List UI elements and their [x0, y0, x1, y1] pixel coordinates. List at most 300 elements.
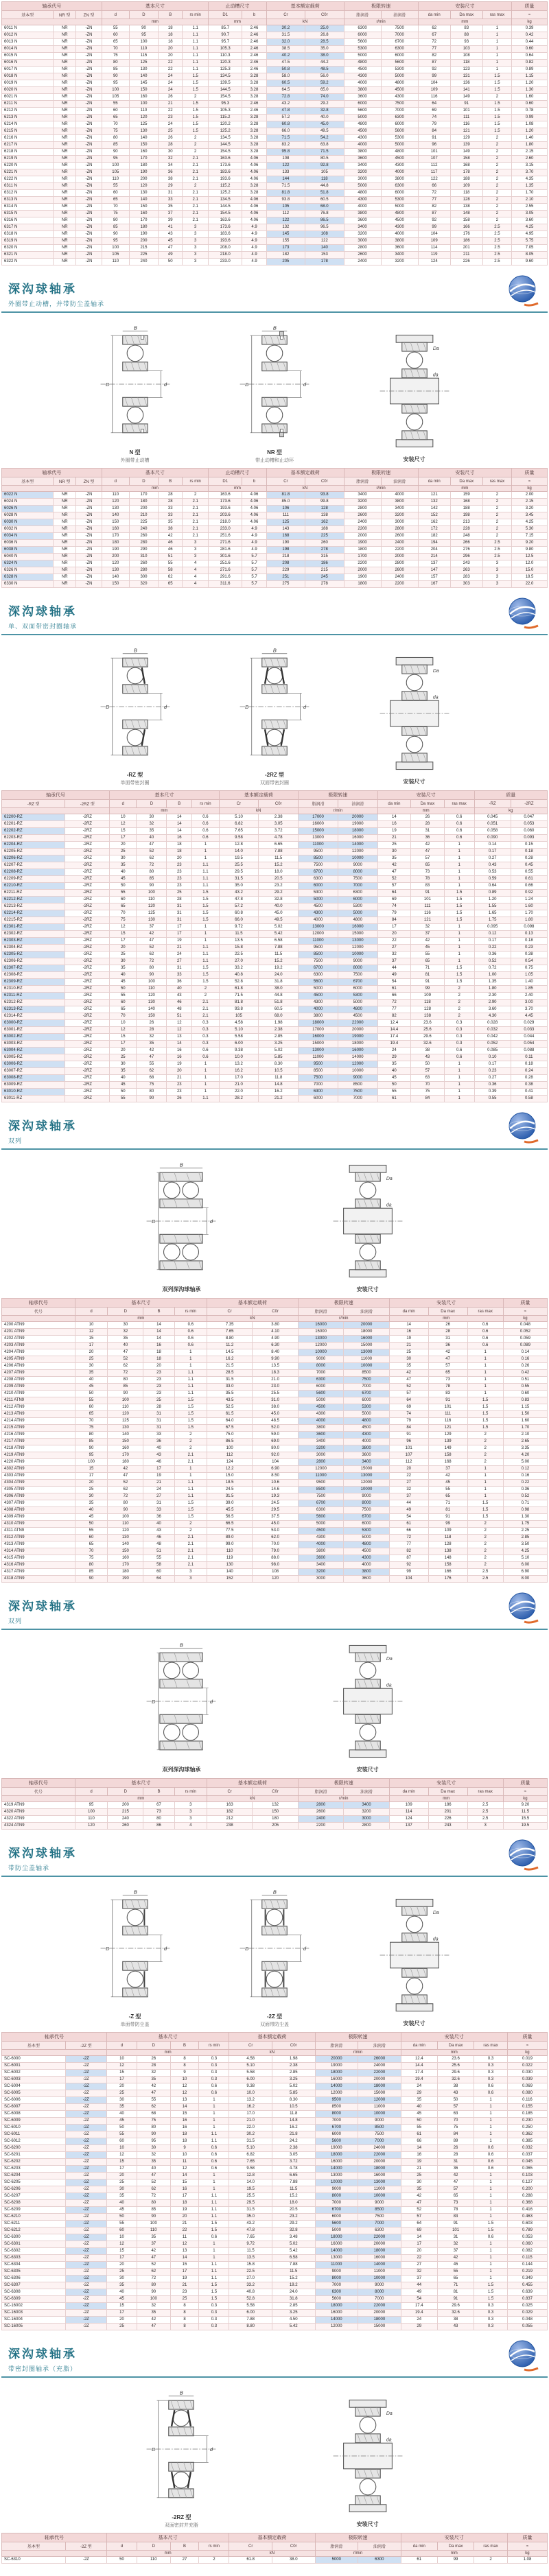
value-cell: 0.080 [507, 2090, 547, 2097]
value-cell: 0.144 [507, 2262, 547, 2269]
value-cell: 20.5 [259, 876, 299, 883]
value-cell: 238 [207, 1823, 252, 1830]
bearing-code-cell: 6014 N [2, 46, 54, 53]
value-cell: 2 [199, 2557, 229, 2564]
table-row [2, 972, 548, 979]
value-cell: 38 [437, 2083, 474, 2090]
section-title: 深沟球轴承 [8, 605, 77, 618]
value-cell: 4800 [344, 1541, 389, 1548]
value-cell: 6300 [381, 46, 418, 53]
value-cell: 11 [170, 2159, 199, 2166]
value-cell: 80 [75, 1562, 107, 1569]
unit-header: r/min [315, 2050, 401, 2056]
value-cell: 10000 [344, 1363, 389, 1370]
diagram-row [1, 318, 548, 468]
value-cell: 50 [106, 2214, 137, 2221]
value-cell: 24 [167, 952, 192, 958]
value-cell: 35 [137, 2159, 170, 2166]
value-cell: 58.0 [266, 73, 305, 80]
value-cell: 55 [411, 952, 445, 958]
value-cell: 1 [467, 1466, 503, 1473]
figure-caption: -RZ 型 [126, 772, 143, 778]
value-cell: 320 [129, 581, 158, 588]
value-cell: -ZN [76, 547, 102, 554]
value-cell: 0.045 [507, 2159, 547, 2166]
table-row [2, 217, 548, 224]
column-header: 脂润滑 [299, 800, 338, 808]
unit-header: mm [389, 1316, 503, 1322]
value-cell: -2Z [65, 2145, 106, 2152]
value-cell: 134.5 [209, 73, 242, 80]
table-row [2, 554, 548, 560]
figure-subcaption: 单面带密封圈 [120, 781, 150, 785]
table-row [2, 1480, 548, 1487]
value-cell: 5300 [338, 993, 377, 1000]
column-header: rs min [192, 800, 219, 808]
value-cell: 208.0 [209, 245, 242, 252]
brand-logo [506, 1591, 539, 1631]
value-cell: 3 [174, 1569, 207, 1576]
value-cell: 42 [437, 2255, 474, 2262]
value-cell: 1.70 [512, 190, 548, 197]
value-cell: 2 [482, 142, 511, 149]
table-row [2, 2557, 548, 2564]
value-cell: 19.4 [401, 2077, 437, 2083]
section-header [1, 1838, 548, 1877]
value-cell: 20 [106, 2173, 137, 2179]
value-cell: 104 [253, 1459, 298, 1466]
value-cell: 78 [411, 876, 445, 883]
value-cell: 50 [437, 2097, 474, 2104]
table-row [2, 1000, 548, 1006]
value-cell: 24 [401, 2317, 437, 2324]
value-cell: 16.2 [207, 1356, 252, 1363]
bearing-code-cell: SC-6001 [2, 2063, 66, 2070]
value-cell: 2.46 [242, 32, 266, 39]
value-cell: 0.39 [512, 25, 548, 32]
bearing-code-cell: 6024 N [2, 499, 54, 506]
svg-text:D: D [245, 381, 249, 388]
value-cell: 1 [474, 2111, 508, 2118]
bearing-cross-section [141, 2390, 222, 2508]
value-cell: NR [54, 540, 76, 547]
value-cell: 2.5 [467, 1802, 503, 1809]
value-cell: 5.7 [242, 574, 266, 581]
brand-logo-icon [506, 1111, 539, 1148]
value-cell: 152 [418, 512, 450, 519]
value-cell: 31 [159, 190, 183, 197]
value-cell: 3.28 [242, 149, 266, 156]
value-cell: 2400 [381, 574, 418, 581]
svg-text:d: d [163, 1946, 167, 1952]
value-cell: 1.98 [272, 2056, 315, 2063]
value-cell: -2RZ [65, 1006, 110, 1013]
value-cell: -ZN [76, 108, 102, 115]
value-cell: 43 [437, 2324, 474, 2330]
value-cell: 0.060 [507, 2241, 547, 2248]
value-cell: 95 [102, 238, 129, 245]
value-cell: 25 [389, 1349, 428, 1356]
value-cell: 16 [377, 821, 411, 828]
column-header: Da max [428, 1308, 467, 1316]
value-cell: 1.35 [512, 183, 548, 190]
value-cell: 0.41 [511, 1089, 547, 1096]
value-cell: 40 [137, 835, 167, 842]
column-group: 基本尺寸 [102, 469, 208, 477]
value-cell: 104 [418, 231, 450, 238]
value-cell: 68 [137, 1075, 167, 1082]
column-header: ≈ [512, 11, 548, 19]
value-cell: 3200 [344, 169, 381, 176]
value-cell: 40 [137, 2166, 170, 2173]
value-cell: 275 [266, 581, 305, 588]
table-row [2, 2118, 548, 2125]
value-cell: 10 [106, 2234, 137, 2241]
diagram-row [1, 1155, 548, 1298]
value-cell: -ZN [76, 169, 102, 176]
value-cell: -ZN [76, 526, 102, 533]
value-cell: 2 [482, 163, 511, 169]
value-cell: 62 [159, 574, 183, 581]
value-cell: 50 [106, 2125, 137, 2131]
value-cell: 4.06 [242, 176, 266, 183]
bearing-code-cell: SC-16003 [2, 2310, 66, 2317]
table-row [2, 2289, 548, 2296]
value-cell: 0.22 [503, 1480, 547, 1487]
bearing-code-cell: 62305-RZ [2, 952, 65, 958]
value-cell: -2RZ [65, 1082, 110, 1089]
value-cell: 27 [401, 2262, 437, 2269]
value-cell: -2Z [65, 2063, 106, 2070]
value-cell: 42 [159, 533, 183, 540]
bearing-code-cell: 4214 ATN9 [2, 1418, 75, 1425]
value-cell: 4000 [299, 917, 338, 924]
bearing-code-cell: 4308 ATN9 [2, 1507, 75, 1514]
value-cell: 11.5 [259, 952, 299, 958]
value-cell: 1.5 [467, 1404, 503, 1411]
value-cell: 214 [418, 554, 450, 560]
value-cell: 112 [389, 1459, 428, 1466]
value-cell: 2 [174, 1445, 207, 1452]
value-cell: 0.12 [503, 1466, 547, 1473]
bearing-code-cell: SC-16002 [2, 2303, 66, 2310]
value-cell: 1.5 [482, 73, 511, 80]
value-cell: 5300 [344, 1404, 389, 1411]
value-cell: -2Z [65, 2241, 106, 2248]
value-cell: 80 [137, 2282, 170, 2289]
value-cell: 7000 [358, 2296, 401, 2303]
brand-logo [506, 274, 539, 314]
value-cell: 0.033 [511, 1027, 547, 1034]
value-cell: 4.35 [512, 176, 548, 183]
value-cell: 0.6 [199, 2145, 229, 2152]
value-cell: 42 [377, 862, 411, 869]
value-cell: 210 [129, 512, 158, 519]
value-cell: 99.0 [207, 1541, 252, 1548]
value-cell: 0.6 [474, 2145, 508, 2152]
table-row [2, 2241, 548, 2248]
table-row [2, 1535, 548, 1541]
value-cell: 0.3 [199, 2303, 229, 2310]
value-cell: 1.1 [183, 67, 209, 73]
table-row [2, 1089, 548, 1096]
value-cell: -2RZ [65, 869, 110, 876]
value-cell: 180 [253, 1816, 298, 1823]
value-cell: 110 [129, 46, 158, 53]
value-cell: 40.8 [229, 2289, 272, 2296]
value-cell: 1.65 [474, 910, 511, 917]
table-row [2, 574, 548, 581]
value-cell: 130 [129, 67, 158, 73]
value-cell: 4.30 [474, 1013, 511, 1020]
value-cell: 6300 [381, 115, 418, 121]
value-cell: 0.3 [199, 2063, 229, 2070]
value-cell: 160 [129, 149, 158, 156]
value-cell: NR [54, 224, 76, 231]
value-cell: 3.05 [512, 211, 548, 217]
value-cell: 128 [450, 197, 482, 204]
value-cell: 1.5 [467, 1418, 503, 1425]
value-cell: 3 [183, 259, 209, 265]
value-cell: 19.5 [229, 2186, 272, 2193]
value-cell: 50.8 [266, 67, 305, 73]
value-cell: 26000 [358, 2056, 401, 2063]
value-cell: 29.5 [219, 869, 259, 876]
unit-header: kg [503, 1796, 547, 1802]
value-cell: 173.6 [209, 499, 242, 506]
value-cell: 4.25 [503, 1548, 547, 1555]
figure-subcaption: 双面带密封圈 [260, 781, 289, 785]
value-cell: 110 [102, 176, 129, 183]
column-header: ras max [467, 1788, 503, 1796]
value-cell: 33 [143, 1432, 174, 1439]
value-cell: 3.28 [242, 80, 266, 87]
bearing-code-cell: 6314 N [2, 204, 54, 211]
value-cell: 2 [467, 1562, 503, 1569]
unit-header: kg [512, 19, 548, 25]
value-cell: 4500 [344, 67, 381, 73]
value-cell: 27 [143, 1493, 174, 1500]
value-cell: 162 [418, 519, 450, 526]
column-header: B [167, 800, 192, 808]
section-subtitle: 单、双面带密封圈轴承 [8, 623, 78, 630]
value-cell: 10 [170, 2152, 199, 2159]
value-cell: 33.2 [219, 965, 259, 972]
value-cell: 0.6 [474, 2152, 508, 2159]
bearing-code-cell: SC-6007 [2, 2104, 66, 2111]
value-cell: 32 [137, 2303, 170, 2310]
value-cell: 3600 [344, 217, 381, 224]
table-row [2, 1411, 548, 1418]
column-header: 油润滑 [338, 800, 377, 808]
value-cell: 18000 [338, 1041, 377, 1048]
value-cell: 28.2 [219, 1096, 259, 1102]
value-cell: -2RZ [65, 986, 110, 993]
value-cell: 7500 [358, 2131, 401, 2138]
value-cell: 150 [102, 581, 129, 588]
value-cell: 95 [75, 1452, 107, 1459]
value-cell: 5000 [299, 986, 338, 993]
value-cell: 0.089 [503, 1343, 547, 1349]
column-group: 质量 [512, 2, 548, 11]
value-cell: 3 [482, 567, 511, 574]
value-cell: 6.00 [229, 2077, 272, 2083]
value-cell: 1.5 [482, 101, 511, 108]
value-cell: 12000 [315, 2324, 358, 2330]
value-cell: 3800 [299, 1013, 338, 1020]
value-cell: 140 [129, 135, 158, 142]
value-cell: 0.42 [503, 1370, 547, 1377]
value-cell: 90 [137, 883, 167, 890]
value-cell: 1.20 [474, 897, 511, 903]
value-cell: 0.059 [503, 1336, 547, 1343]
value-cell: -2RZ [65, 862, 110, 869]
value-cell: 3.00 [511, 1000, 547, 1006]
value-cell: 23 [170, 2289, 199, 2296]
value-cell: 45.0 [259, 910, 299, 917]
value-cell: 23 [143, 1391, 174, 1397]
value-cell: 43 [143, 1452, 174, 1459]
value-cell: 4.45 [511, 1013, 547, 1020]
value-cell: 7.35 [207, 1322, 252, 1329]
value-cell: 240 [108, 1816, 143, 1823]
value-cell: 205 [266, 259, 305, 265]
value-cell: 2 [183, 94, 209, 101]
value-cell: 1.5 [192, 890, 219, 897]
value-cell: 90 [129, 25, 158, 32]
value-cell: 12.8 [219, 842, 259, 849]
unit-header: mm [75, 1316, 207, 1322]
value-cell: 1.5 [199, 2282, 229, 2289]
value-cell: 15000 [344, 1466, 389, 1473]
bearing-cross-section [141, 1642, 222, 1760]
value-cell: 5600 [315, 2296, 358, 2303]
value-cell: 3800 [344, 87, 381, 94]
value-cell: 37 [411, 931, 445, 938]
value-cell: 93 [450, 39, 482, 46]
value-cell: 25 [106, 2324, 137, 2330]
bearing-code-cell: 6020 N [2, 87, 54, 94]
section-title: 深沟球轴承 [8, 283, 77, 296]
table-row [2, 197, 548, 204]
value-cell: 21.8 [272, 2131, 315, 2138]
value-cell: 61 [389, 1521, 428, 1528]
value-cell: 1.1 [183, 53, 209, 60]
value-cell: 18000 [315, 2303, 358, 2310]
value-cell: 121 [428, 1425, 467, 1432]
value-cell: 52.5 [207, 1404, 252, 1411]
value-cell: 31.5 [266, 32, 305, 39]
value-cell: 17 [75, 1473, 107, 1480]
value-cell: -2Z [65, 2276, 106, 2282]
value-cell: 74 [389, 1411, 428, 1418]
value-cell: 45 [106, 2296, 137, 2303]
svg-text:Da: Da [386, 1176, 393, 1181]
table-row [2, 1445, 548, 1452]
value-cell: 5.00 [503, 1459, 547, 1466]
svg-text:B: B [272, 648, 277, 654]
value-cell: -ZN [76, 67, 102, 73]
value-cell: 1.5 [174, 1411, 207, 1418]
value-cell: 13 [167, 1034, 192, 1041]
value-cell: 9000 [315, 2269, 358, 2276]
value-cell: 5.7 [242, 581, 266, 588]
bearing-code-cell: 6038 N [2, 547, 54, 554]
value-cell: 116 [428, 1418, 467, 1425]
value-cell: 129 [450, 135, 482, 142]
value-cell: 64 [377, 890, 411, 897]
value-cell: 1 [444, 862, 474, 869]
value-cell: 105 [266, 204, 305, 211]
value-cell: 150 [129, 87, 158, 94]
value-cell: 38 [411, 1048, 445, 1054]
value-cell: 60 [75, 1535, 107, 1541]
column-header: C0r [272, 2042, 315, 2050]
value-cell: 5300 [344, 1528, 389, 1535]
table-row [2, 73, 548, 80]
column-header: Cr [219, 800, 259, 808]
value-cell: -ZN [76, 121, 102, 128]
column-header: B [159, 11, 183, 19]
value-cell: 3.80 [253, 1322, 298, 1329]
value-cell: 5000 [381, 73, 418, 80]
value-cell: 150 [253, 1809, 298, 1816]
column-header: D1 [209, 477, 242, 486]
value-cell: 42 [137, 2248, 170, 2255]
value-cell: 280 [129, 567, 158, 574]
value-cell: 2 [482, 506, 511, 512]
value-cell: 9000 [344, 1493, 389, 1500]
bearing-code-cell: 62215-RZ [2, 917, 65, 924]
table-row [2, 1439, 548, 1445]
value-cell: 28 [167, 897, 192, 903]
table-row [2, 1061, 548, 1068]
value-cell: 90 [137, 2214, 170, 2221]
value-cell: 10 [110, 1020, 137, 1027]
value-cell: 18000 [344, 1329, 389, 1336]
value-cell: 65 [437, 2193, 474, 2200]
value-cell: 8000 [338, 869, 377, 876]
value-cell: 1 [482, 25, 511, 32]
value-cell: 72.8 [266, 94, 305, 101]
value-cell: 2 [467, 1521, 503, 1528]
value-cell: 11000 [298, 1473, 343, 1480]
column-group: 轴承代号 [2, 791, 110, 800]
value-cell: 0.24 [511, 1068, 547, 1075]
value-cell: 43 [143, 1528, 174, 1535]
bearing-code-cell: 63003-RZ [2, 1041, 65, 1048]
value-cell: NR [54, 108, 76, 115]
value-cell: 14 [167, 821, 192, 828]
value-cell: 42 [428, 1349, 467, 1356]
value-cell: NR [54, 245, 76, 252]
value-cell: 7000 [381, 32, 418, 39]
value-cell: 12 [170, 2083, 199, 2090]
value-cell: 2 [482, 512, 511, 519]
column-group: 基本额定载荷 [266, 2, 344, 11]
value-cell: 5.7 [242, 567, 266, 574]
value-cell: 6.65 [259, 842, 299, 849]
value-cell: 5000 [299, 897, 338, 903]
header-sub-row [2, 1308, 548, 1316]
value-cell: 116 [450, 121, 482, 128]
column-header: D [137, 800, 167, 808]
unit-header: kN [207, 1796, 298, 1802]
value-cell: 3 [183, 231, 209, 238]
value-cell: 0.3 [199, 2056, 229, 2063]
value-cell: 80 [143, 1816, 174, 1823]
value-cell: 138 [411, 1013, 445, 1020]
